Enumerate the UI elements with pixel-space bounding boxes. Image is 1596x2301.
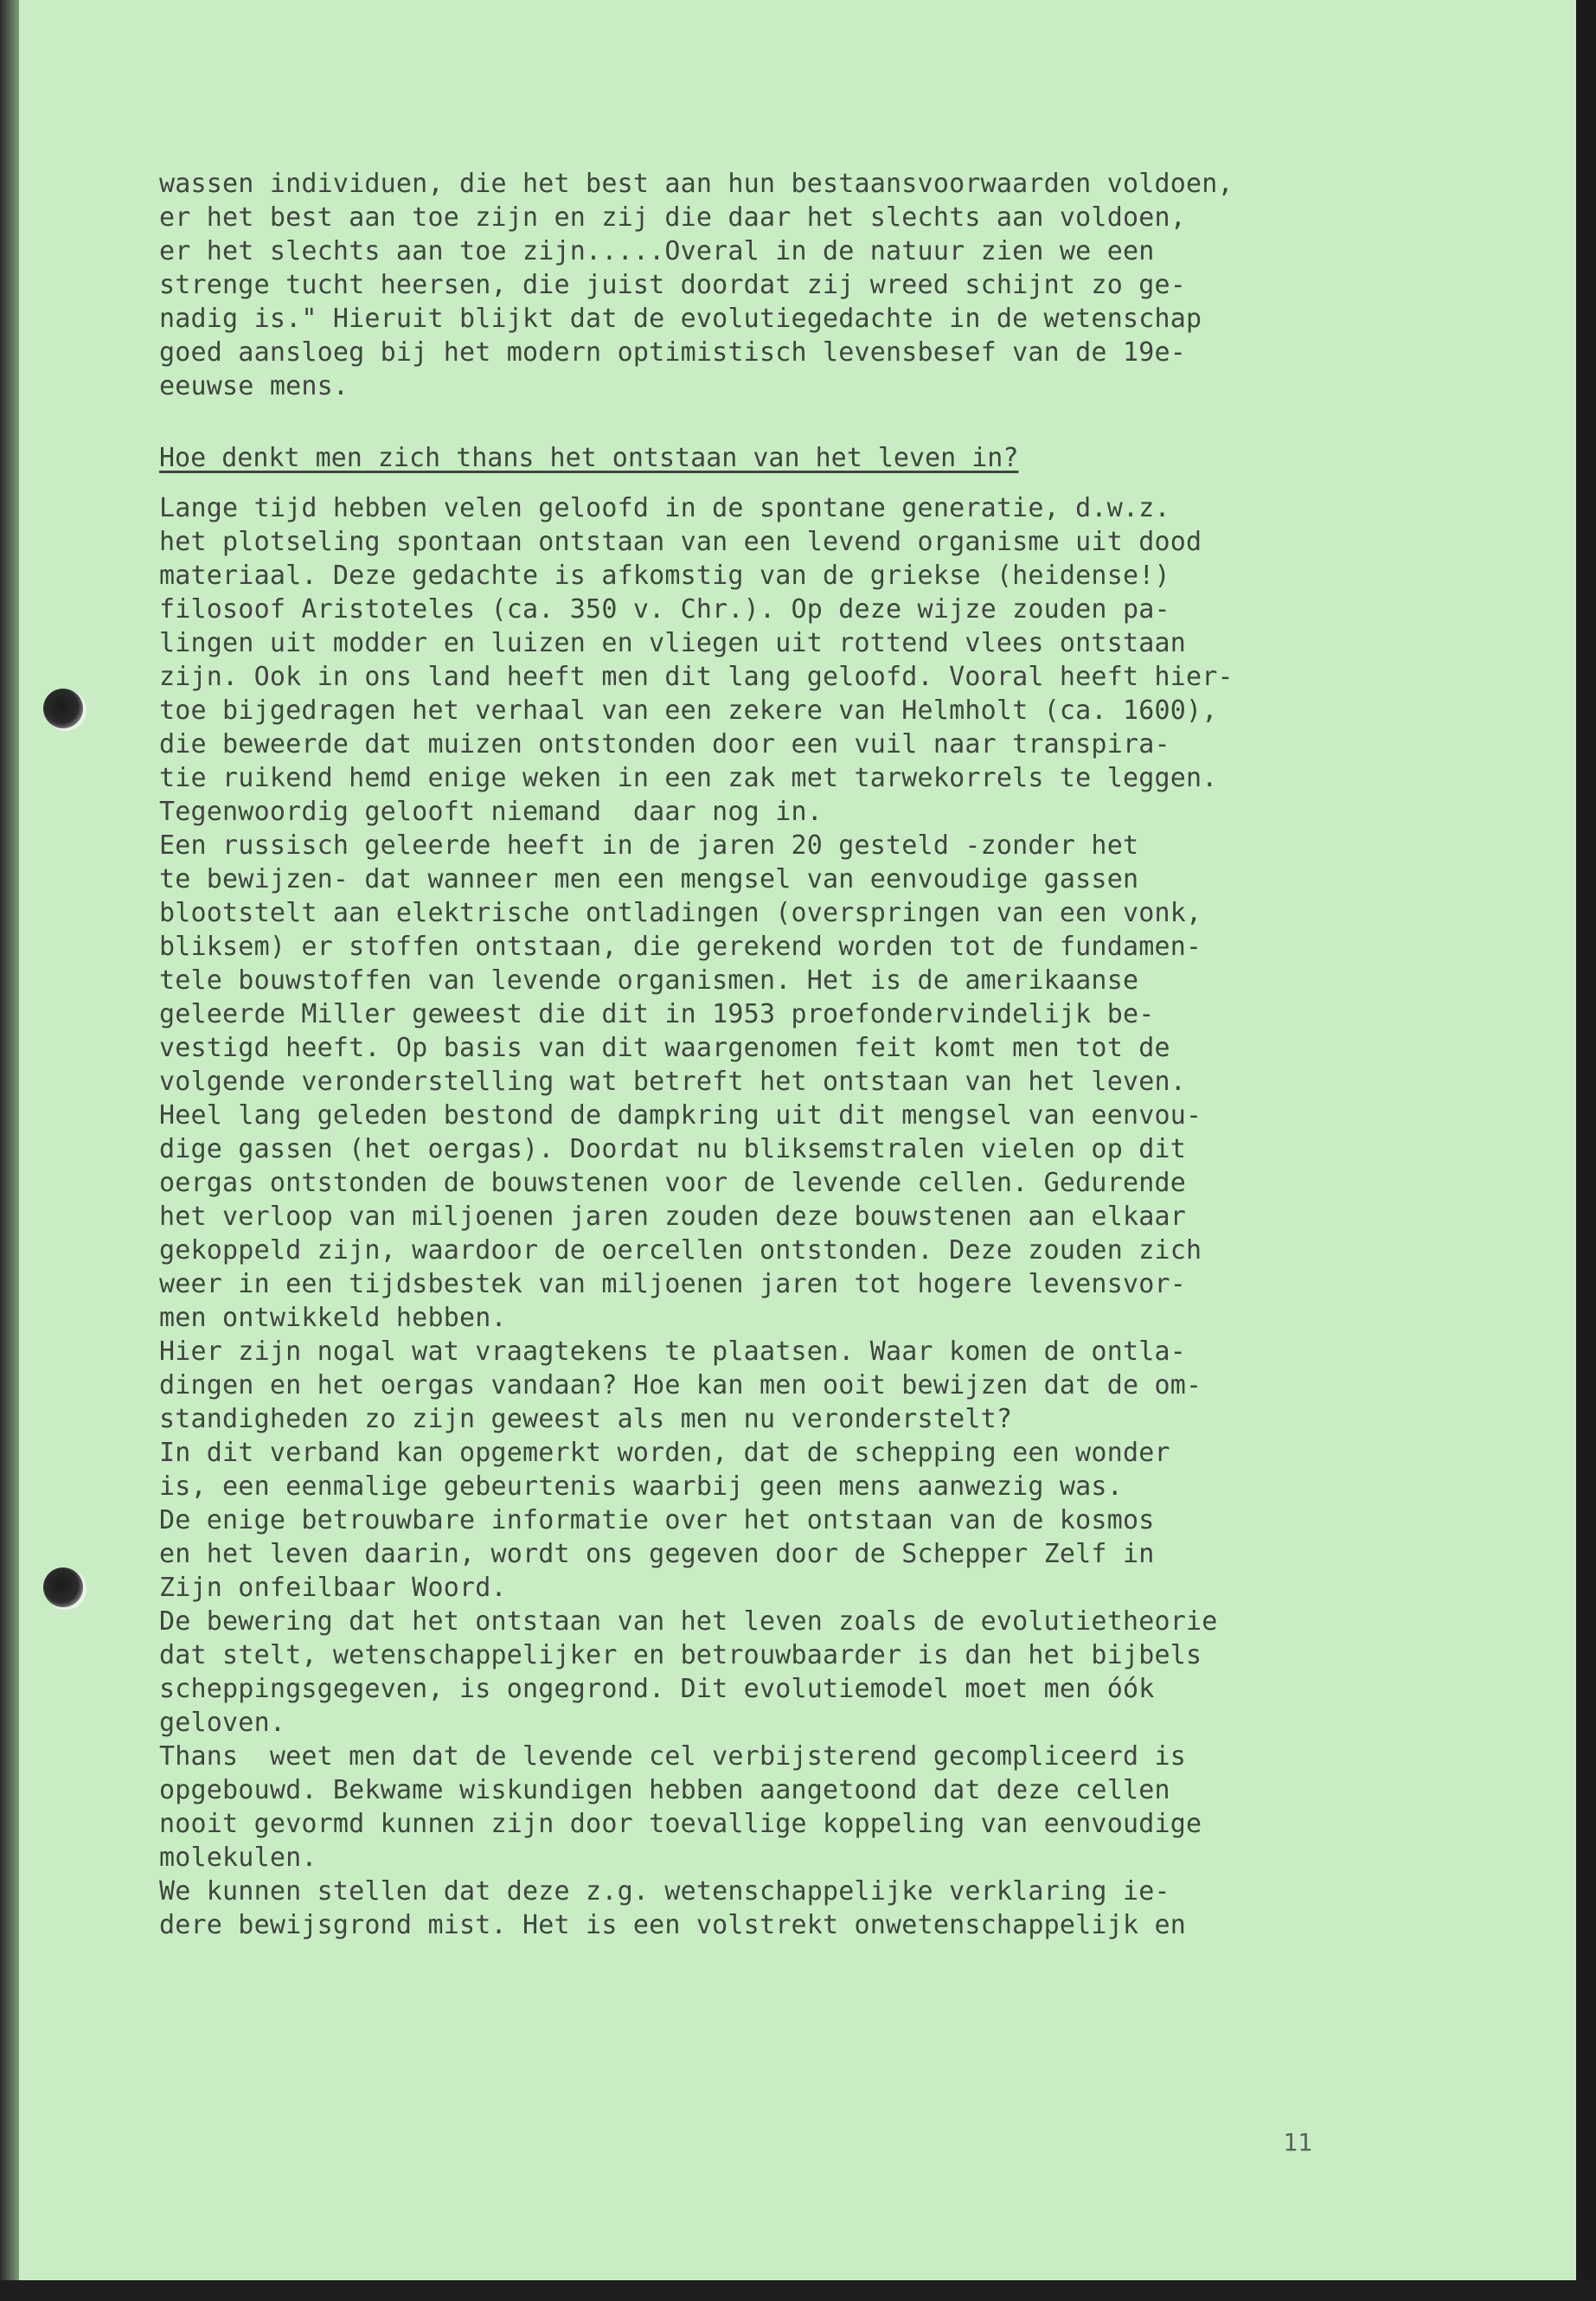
text-line: In dit verband kan opgemerkt worden, dat de schepping een wonder [159, 1438, 1170, 1468]
text-line: Heel lang geleden bestond de dampkring uit dit mengsel van eenvou- [159, 1100, 1202, 1131]
text-line: nadig is." Hieruit blijkt dat de evolutiegedachte in de wetenschap [159, 304, 1202, 334]
text-line: volgende veronderstelling wat betreft het ontstaan van het leven. [159, 1067, 1186, 1097]
text-line: vestigd heeft. Op basis van dit waargenomen feit komt men tot de [159, 1033, 1170, 1063]
text-line: er het best aan toe zijn en zij die daar het slechts aan voldoen, [159, 202, 1186, 233]
text-line: opgebouwd. Bekwame wiskundigen hebben aangetoond dat deze cellen [159, 1775, 1170, 1805]
text-line: dingen en het oergas vandaan? Hoe kan men ooit bewijzen dat de om- [159, 1370, 1202, 1400]
text-line: en het leven daarin, wordt ons gegeven door de Schepper Zelf in [159, 1539, 1155, 1569]
text-line: eeuwse mens. [159, 371, 349, 401]
text-line: het plotseling spontaan ontstaan van een levend organisme uit dood [159, 527, 1202, 557]
text-line: standigheden zo zijn geweest als men nu veronderstelt? [159, 1404, 1013, 1434]
text-line: het verloop van miljoenen jaren zouden deze bouwstenen aan elkaar [159, 1202, 1186, 1232]
text-line: lingen uit modder en luizen en vliegen uit rottend vlees ontstaan [159, 628, 1186, 658]
page-left-edge [0, 0, 19, 2301]
text-line: toe bijgedragen het verhaal van een zekere van Helmholt (ca. 1600), [159, 695, 1218, 726]
section-heading: Hoe denkt men zich thans het ontstaan van het leven in? [159, 443, 1019, 473]
punch-hole-icon [43, 1567, 83, 1607]
text-line: filosoof Aristoteles (ca. 350 v. Chr.). Op deze wijze zouden pa- [159, 594, 1170, 625]
text-line: tele bouwstoffen van levende organismen. Het is de amerikaanse [159, 965, 1139, 996]
text-line: tie ruikend hemd enige weken in een zak met tarwekorrels te leggen. [159, 763, 1218, 793]
punch-hole-icon [43, 689, 83, 728]
intro-paragraph [159, 167, 1405, 403]
text-line: men ontwikkeld hebben. [159, 1303, 507, 1333]
text-line: Lange tijd hebben velen geloofd in de spontane generatie, d.w.z. [159, 493, 1170, 523]
text-line: scheppingsgegeven, is ongegrond. Dit evolutiemodel moet men óók [159, 1674, 1155, 1704]
text-line: dere bewijsgrond mist. Het is een volstrekt onwetenschappelijk en [159, 1910, 1186, 1940]
text-line: molekulen. [159, 1843, 317, 1873]
text-line: Tegenwoordig gelooft niemand daar nog in. [159, 797, 823, 827]
text-line: bliksem) er stoffen ontstaan, die gerekend worden tot de fundamen- [159, 932, 1202, 962]
text-line: goed aansloeg bij het modern optimistisch levensbesef van de 19e- [159, 337, 1186, 368]
text-line: We kunnen stellen dat deze z.g. wetenschappelijke verklaring ie- [159, 1876, 1170, 1907]
text-line: die beweerde dat muizen ontstonden door een vuil naar transpira- [159, 729, 1170, 760]
text-line: blootstelt aan elektrische ontladingen (overspringen van een vonk, [159, 898, 1202, 928]
text-line: Een russisch geleerde heeft in de jaren 20 gesteld -zonder het [159, 830, 1139, 861]
text-line: er het slechts aan toe zijn.....Overal in de natuur zien we een [159, 236, 1155, 266]
text-line: dige gassen (het oergas). Doordat nu bliksemstralen vielen op dit [159, 1134, 1186, 1164]
text-line: weer in een tijdsbestek van miljoenen jaren tot hogere levensvor- [159, 1269, 1186, 1299]
text-line: gekoppeld zijn, waardoor de oercellen ontstonden. Deze zouden zich [159, 1235, 1202, 1266]
text-line: materiaal. Deze gedachte is afkomstig van de griekse (heidense!) [159, 561, 1170, 591]
page-bottom-edge [0, 2280, 1596, 2301]
text-line: geloven. [159, 1708, 286, 1738]
document-page [19, 0, 1576, 2280]
text-line: strenge tucht heersen, die juist doordat zij wreed schijnt zo ge- [159, 270, 1186, 300]
text-line: wassen individuen, die het best aan hun bestaansvoorwaarden voldoen, [159, 169, 1234, 199]
text-line: De enige betrouwbare informatie over het ontstaan van de kosmos [159, 1505, 1155, 1535]
text-line: is, een eenmalige gebeurtenis waarbij geen mens aanwezig was. [159, 1471, 1123, 1502]
text-line: Hier zijn nogal wat vraagtekens te plaatsen. Waar komen de ontla- [159, 1336, 1186, 1367]
text-line: te bewijzen- dat wanneer men een mengsel van eenvoudige gassen [159, 864, 1139, 894]
text-line: De bewering dat het ontstaan van het leven zoals de evolutietheorie [159, 1606, 1218, 1637]
text-line: oergas ontstonden de bouwstenen voor de levende cellen. Gedurende [159, 1168, 1186, 1198]
text-line: dat stelt, wetenschappelijker en betrouwbaarder is dan het bijbels [159, 1640, 1202, 1670]
text-line: Thans weet men dat de levende cel verbijsterend gecompliceerd is [159, 1741, 1186, 1772]
body-text [159, 491, 1405, 1942]
text-line: zijn. Ook in ons land heeft men dit lang geloofd. Vooral heeft hier- [159, 662, 1234, 692]
text-line: geleerde Miller geweest die dit in 1953 proefondervindelijk be- [159, 999, 1155, 1029]
text-line: nooit gevormd kunnen zijn door toevallige koppeling van eenvoudige [159, 1809, 1202, 1839]
text-line: Zijn onfeilbaar Woord. [159, 1573, 507, 1603]
page-number: 11 [1283, 2128, 1312, 2157]
